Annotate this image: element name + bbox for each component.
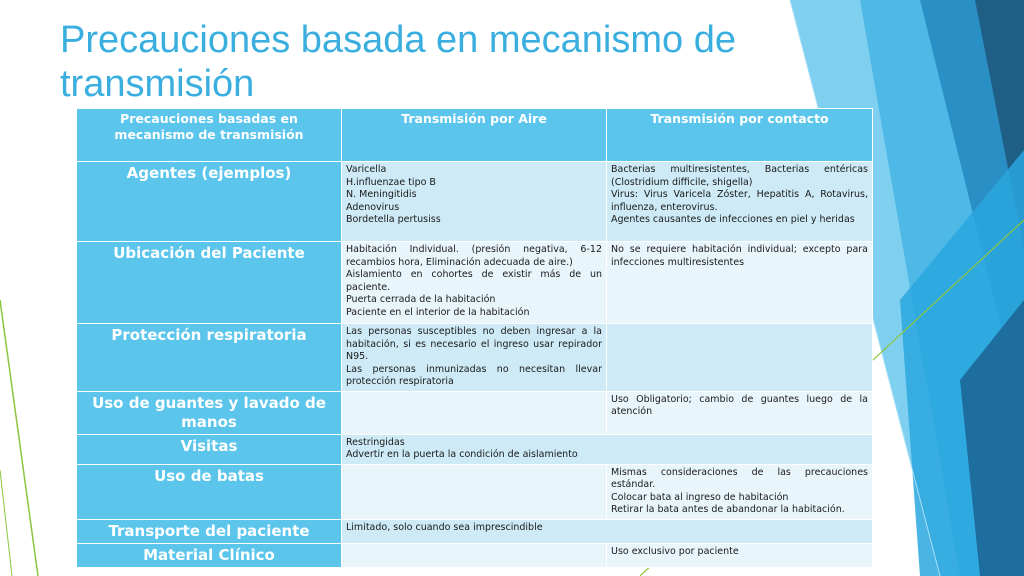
precautions-table — [76, 108, 873, 568]
table-header-row — [77, 109, 873, 162]
cell-line: Uso exclusivo por paciente — [611, 545, 739, 557]
cell-merged — [342, 519, 873, 543]
table-row — [77, 162, 873, 242]
cell-line: H.influenzae tipo B — [346, 176, 436, 188]
row-label: Uso de batas — [77, 464, 342, 519]
table-row — [77, 434, 873, 464]
header-contacto: Transmisión por contacto — [607, 109, 873, 162]
table-row — [77, 391, 873, 434]
row-label: Transporte del paciente — [77, 519, 342, 543]
cell-line: Habitación Individual. (presión negativa, 6-12 recambios hora, Eliminación adecuada de aire.) — [346, 244, 602, 268]
cell-line: Retirar la bata antes de abandonar la habitación. — [611, 504, 845, 515]
cell-line: Aislamiento en cohortes de existir más de un paciente. — [346, 269, 602, 293]
cell-line: Virus: Virus Varicela Zóster, Hepatitis A, Rotavirus, influenza, enterovirus. — [611, 189, 868, 213]
table-row — [77, 519, 873, 543]
row-label: Agentes (ejemplos) — [77, 162, 342, 242]
cell-line: Varicella — [346, 164, 387, 175]
cell-line: No se requiere habitación individual; excepto para infecciones multiresistentes — [611, 244, 868, 268]
cell-line: Uso Obligatorio; cambio de guantes luego de la atención — [611, 393, 868, 417]
cell-line: Advertir en la puerta la condición de aislamiento — [346, 449, 578, 460]
cell-line: Colocar bata al ingreso de habitación — [611, 491, 789, 503]
cell-line: Puerta cerrada de la habitación — [346, 294, 496, 305]
cell-line: Agentes causantes de infecciones en piel y heridas — [611, 214, 855, 225]
cell-line: Adenovirus — [346, 201, 400, 213]
cell-line: Mismas consideraciones de las precauciones estándar. — [611, 466, 868, 490]
cell-contacto — [607, 242, 873, 324]
cell-line: Bordetella pertusiss — [346, 214, 441, 225]
header-precauciones: Precauciones basadas en mecanismo de transmisión — [77, 109, 342, 162]
cell-line: Restringidas — [346, 436, 405, 448]
cell-aire — [342, 391, 607, 434]
table-row — [77, 543, 873, 567]
cell-aire — [342, 464, 607, 519]
cell-contacto — [607, 391, 873, 434]
cell-line: Limitado, solo cuando sea imprescindible — [346, 521, 543, 533]
cell-line: Las personas susceptibles no deben ingresar a la habitación, si es necesario el ingreso usar repirador N95. — [346, 326, 602, 362]
table-row — [77, 242, 873, 324]
cell-contacto — [607, 543, 873, 567]
cell-contacto — [607, 324, 873, 392]
cell-line: Las personas inmunizadas no necesitan llevar protección respiratoria — [346, 363, 602, 387]
left-accent-line-2 — [0, 470, 12, 576]
cell-aire — [342, 324, 607, 392]
row-label: Protección respiratoria — [77, 324, 342, 392]
left-accent-line — [0, 300, 38, 576]
cell-line: Bacterias multiresistentes, Bacterias entéricas (Clostridium difficile, shigella) — [611, 164, 868, 188]
cell-aire — [342, 162, 607, 242]
cell-merged — [342, 434, 873, 464]
table-row — [77, 324, 873, 392]
cell-contacto — [607, 464, 873, 519]
header-aire: Transmisión por Aire — [342, 109, 607, 162]
cell-aire — [342, 242, 607, 324]
row-label: Material Clínico — [77, 543, 342, 567]
cell-contacto — [607, 162, 873, 242]
cell-aire — [342, 543, 607, 567]
table-row — [77, 464, 873, 519]
row-label: Ubicación del Paciente — [77, 242, 342, 324]
cell-line: Paciente en el interior de la habitación — [346, 306, 530, 318]
row-label: Visitas — [77, 434, 342, 464]
row-label: Uso de guantes y lavado de manos — [77, 391, 342, 434]
cell-line: N. Meningitidis — [346, 189, 417, 200]
slide-title: Precauciones basada en mecanismo de transmisión — [60, 19, 736, 105]
